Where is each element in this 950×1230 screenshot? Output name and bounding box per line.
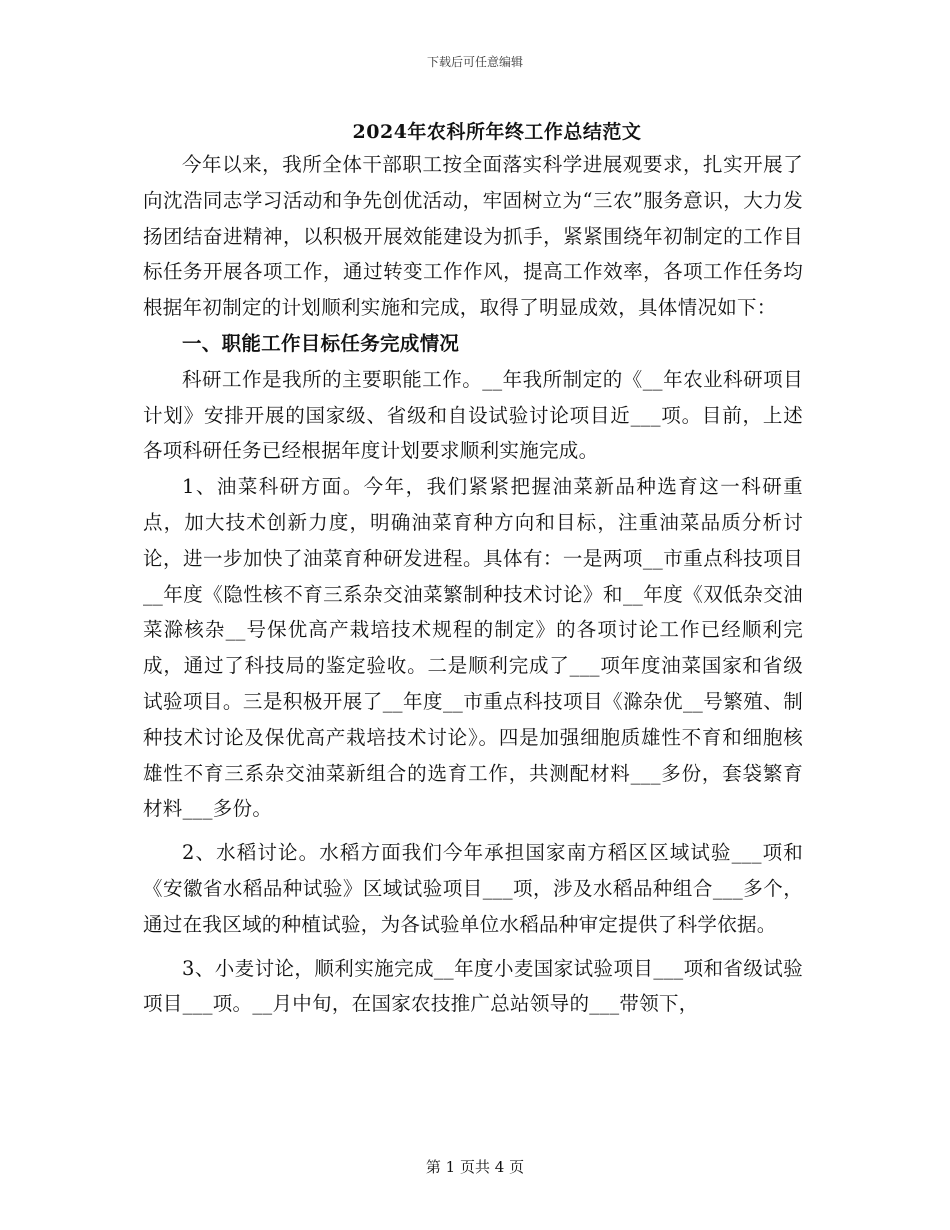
intro-paragraph: 今年以来，我所全体干部职工按全面落实科学进展观要求，扎实开展了向沈浩同志学习活动和争先创优活动，牢固树立为“三农”服务意识，大力发扬团结奋进精神，以积极开展效能建设为抓手，紧紧围绕年初制定的工作目标任务开展各项工作，通过转变工作作风，提高工作效率，各项工作任务均根据年初制定的计划顺利实施和完成，取得了明显成效，具体情况如下： [143,153,803,320]
research-overview-paragraph: 科研工作是我所的主要职能工作。__年我所制定的《__年农业科研项目计划》安排开展的国家级、省级和自设试验讨论项目近___项。目前，上述各项科研任务已经根据年度计划要求顺利实施完成。 [143,367,803,463]
rapeseed-paragraph: 1、油菜科研方面。今年，我们紧紧把握油菜新品种选育这一科研重点，加大技术创新力度，明确油菜育种方向和目标，注重油菜品质分析讨论，进一步加快了油菜育种研发进程。具体有：一是两项__市重点科技项目__年度《隐性核不育三系杂交油菜繁制种技术讨论》和__年度《双低杂交油菜滁核杂__号保优高产栽培技术规程的制定》的各项讨论工作已经顺利完成，通过了科技局的鉴定验收。二是顺利完成了___项年度油菜国家和省级试验项目。三是积极开展了__年度__市重点科技项目《滁杂优__号繁殖、制种技术讨论及保优高产栽培技术讨论》。四是加强细胞质雄性不育和细胞核雄性不育三系杂交油菜新组合的选育工作，共测配材料___多份，套袋繁育材料___多份。 [143,475,803,821]
document-title: 2024年农科所年终工作总结范文 [352,121,642,143]
wheat-paragraph: 3、小麦讨论，顺利实施完成__年度小麦国家试验项目___项和省级试验项目___项。__月中旬，在国家农技推广总站领导的___带领下， [143,956,803,1016]
document-body [143,147,803,1022]
section-heading: 一、职能工作目标任务完成情况 [182,331,460,355]
page-number: 第 1 页共 4 页 [425,1158,525,1176]
header-note: 下载后可任意编辑 [426,55,523,69]
rice-paragraph: 2、水稻讨论。水稻方面我们今年承担国家南方稻区区域试验___项和《安徽省水稻品种试验》区域试验项目___项，涉及水稻品种组合___多个，通过在我区域的种植试验，为各试验单位水稻品种审定提供了科学依据。 [143,841,803,936]
